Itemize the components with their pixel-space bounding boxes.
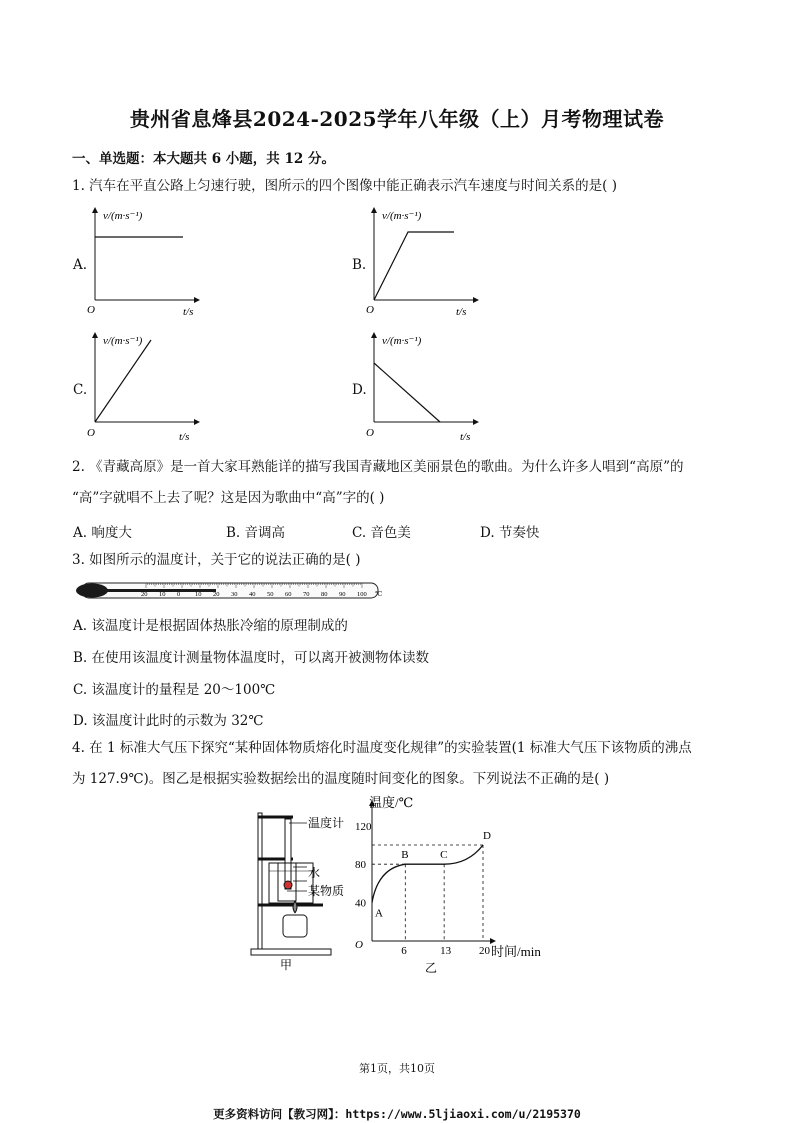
point-label-c: C	[440, 849, 448, 862]
x-tick-label: 20	[479, 945, 490, 957]
q2-option-c: C. 音色美	[352, 525, 411, 541]
q1-option-a-label: A.	[73, 257, 88, 273]
graph-a-ylabel: v/(m·s⁻¹)	[103, 210, 143, 222]
thermometer-in-apparatus	[285, 819, 291, 889]
caption-yi: 乙	[425, 961, 438, 975]
graph-d-origin: O	[366, 427, 374, 439]
graph-d-ylabel: v/(m·s⁻¹)	[382, 335, 422, 347]
chart-ylabel: 温度/℃	[369, 795, 414, 810]
graph-d	[364, 330, 484, 445]
q3-option-b: B. 在使用该温度计测量物体温度时，可以离开被测物体读数	[73, 650, 430, 666]
graph-b-origin: O	[366, 304, 374, 316]
chart-curve	[372, 845, 483, 903]
scale-label: 100	[357, 591, 367, 598]
question-3-stem: 3. 如图所示的温度计，关于它的说法正确的是( )	[72, 552, 361, 568]
y-tick-label: 80	[355, 859, 366, 872]
label-water: 水	[308, 866, 321, 880]
alcohol-lamp	[283, 915, 307, 937]
temperature-chart	[355, 795, 555, 975]
q2-option-a: A. 响度大	[73, 525, 132, 541]
scale-label: 10	[195, 591, 202, 598]
apparatus-diagram	[245, 805, 360, 975]
stand-rod	[258, 813, 262, 953]
q1-option-b-label: B.	[352, 257, 367, 273]
section-heading: 一、单选题：本大题共 6 小题，共 12 分。	[72, 151, 335, 167]
scale-label: 20	[213, 591, 220, 598]
flame	[293, 901, 297, 913]
scale-label: 0	[177, 591, 181, 598]
scale-label: 90	[339, 591, 346, 598]
q3-option-a: A. 该温度计是根据固体热胀冷缩的原理制成的	[73, 618, 348, 634]
thermometer	[72, 578, 382, 604]
page-number: 第1页，共10页	[359, 1062, 435, 1075]
label-thermometer: 温度计	[308, 816, 345, 830]
page-title: 贵州省息烽县2024-2025学年八年级（上）月考物理试卷	[129, 107, 665, 131]
question-4-line2: 为 127.9℃)。图乙是根据实验数据绘出的温度随时间变化的图象。下列说法不正确的是( )	[72, 771, 610, 787]
scale-label: 30	[231, 591, 238, 598]
thermometer-bulb-red	[284, 881, 292, 889]
graph-c-xlabel: t/s	[179, 431, 190, 443]
y-tick-label: 40	[355, 897, 366, 910]
q3-option-d: D. 该温度计此时的示数为 32℃	[73, 713, 264, 729]
caption-jia: 甲	[280, 958, 293, 972]
q1-option-d-label: D.	[352, 382, 367, 398]
chart-xlabel: 时间/min	[491, 944, 541, 959]
graph-b-xlabel: t/s	[456, 306, 467, 318]
graph-b-ylabel: v/(m·s⁻¹)	[382, 210, 422, 222]
graph-b-line	[374, 232, 454, 300]
scale-label: 10	[159, 591, 166, 598]
graph-c-line	[95, 340, 151, 422]
question-4-line1: 4. 在 1 标准大气压下探究“某种固体物质熔化时温度变化规律”的实验装置(1 标准大气压下该物质的沸点	[72, 740, 692, 756]
q3-option-c: C. 该温度计的量程是 20～100℃	[73, 682, 276, 698]
point-label-d: D	[483, 830, 491, 842]
scale-label: 60	[285, 591, 292, 598]
chart-point-labels	[375, 830, 491, 920]
footer-link[interactable]: 更多资料访问【教习网】：https://www.5ljiaoxi.com/u/2195370	[213, 1107, 581, 1121]
scale-label: 70	[303, 591, 310, 598]
question-1-stem: 1. 汽车在平直公路上匀速行驶，图所示的四个图像中能正确表示汽车速度与时间关系的是( )	[72, 178, 617, 194]
x-tick-label: 13	[440, 945, 452, 957]
stand-base	[251, 949, 331, 955]
x-tick-label: 6	[401, 945, 407, 957]
point-label-a: A	[375, 907, 383, 920]
y-tick-label: 120	[355, 820, 372, 833]
scale-label: ℃	[375, 591, 382, 598]
scale-label: 50	[267, 591, 274, 598]
q1-option-c-label: C.	[73, 382, 88, 398]
graph-d-line	[374, 363, 440, 422]
scale-label: 40	[249, 591, 256, 598]
label-substance: 某物质	[308, 884, 345, 898]
graph-c-origin: O	[87, 427, 95, 439]
graph-c-ylabel: v/(m·s⁻¹)	[103, 335, 143, 347]
q2-option-d: D. 节奏快	[480, 525, 540, 541]
question-2-line1: 2. 《青藏高原》是一首大家耳熟能详的描写我国青藏地区美丽景色的歌曲。为什么许多人唱到“高原”的	[72, 459, 684, 475]
chart-origin: O	[355, 939, 363, 951]
point-label-b: B	[401, 849, 409, 862]
scale-label: 20	[141, 591, 148, 598]
scale-label: 80	[321, 591, 328, 598]
question-2-line2: “高”字就唱不上去了呢？这是因为歌曲中“高”字的( )	[72, 490, 385, 506]
graph-a-xlabel: t/s	[183, 306, 194, 318]
graph-c	[85, 330, 205, 445]
graph-d-xlabel: t/s	[460, 431, 471, 443]
q2-option-b: B. 音调高	[226, 525, 286, 541]
graph-b	[364, 205, 484, 320]
graph-a	[85, 205, 205, 320]
graph-a-origin: O	[87, 304, 95, 316]
